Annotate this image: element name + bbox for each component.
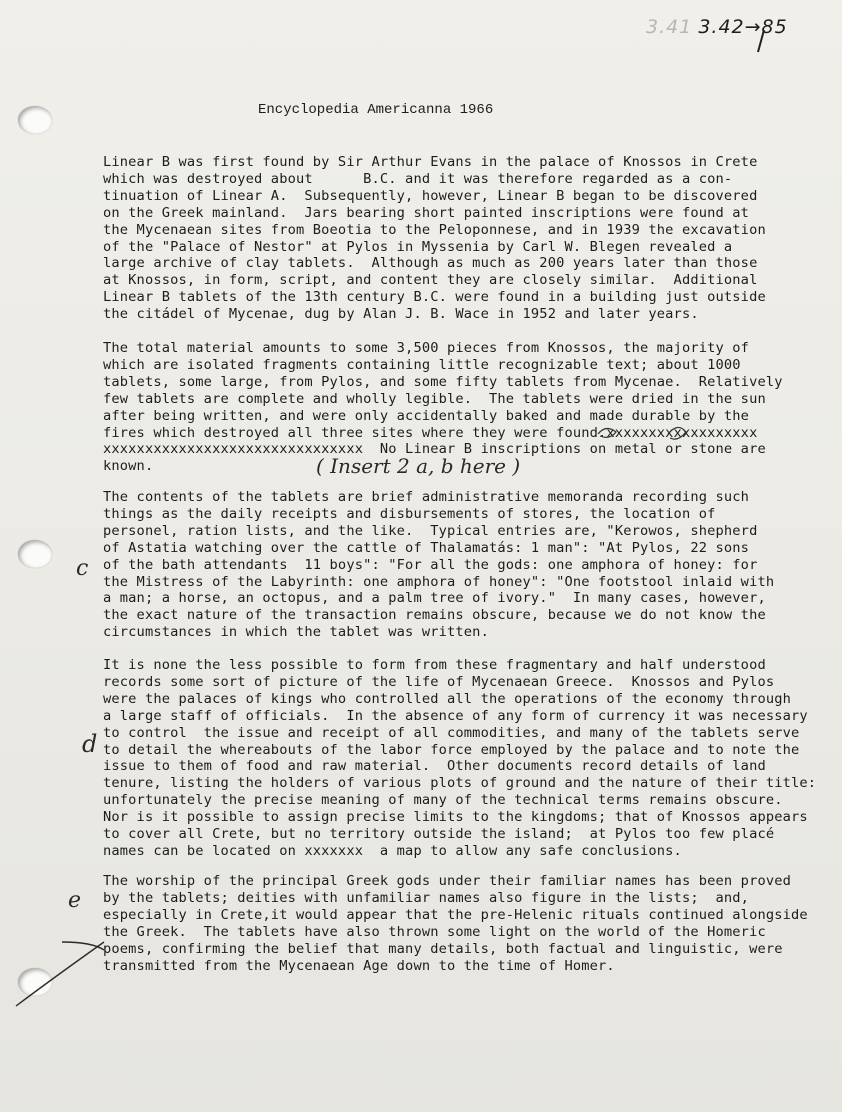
document-title: Encyclopedia Americanna 1966 <box>258 102 494 118</box>
insert-caret-mark-2 <box>668 427 686 439</box>
paragraph-worship: The worship of the principal Greek gods under their familiar names has been proved by the tablets; deities with unfamiliar names also figure in the lists; and, especially in Crete,it would appear that the pre-Helenic rituals continued alongside the Greek. The tablets have also thrown some light on the world of the Homeric poems, confirming the belief that many details, both factual and linguistic, were transmitted from the Mycenaean Age down to the time of Homer. <box>103 873 808 974</box>
handwritten-insert-note: ( Insert 2 a, b here ) <box>316 454 521 478</box>
margin-arrow-lower <box>16 942 104 1006</box>
paragraph-total-material: The total material amounts to some 3,500 pieces from Knossos, the majority of which are isolated fragments containing little recognizable text; about 1000 tablets, some large, from Pylos, and some fifty tablets from Mycenae. Relatively few tablets are complete and wholly legible. The tablets were dried in the sun after being written, and were only accidentally baked and made durable by the fires which destroyed all three sites where they were found.xxxxxxxxxxxxxxxxxx xxxxxxxxxxxxxxxxxxxxxxxxxxxxxxx No Linear B inscriptions on metal or stone are known. <box>103 340 783 475</box>
page-number-tick-mark <box>758 30 764 52</box>
margin-letter-d: d <box>82 730 98 758</box>
paragraph-linear-b-discovery: Linear B was first found by Sir Arthur Evans in the palace of Knossos in Crete which was destroyed about B.C. and it was therefore regarded as a con- tinuation of Linear A. Subsequently, however, Linear B began to be discovered on the Greek mainland. Jars bearing short painted inscriptions were found at the Mycenaean sites from Boeotia to the Peloponnese, and in 1939 the excavation of the "Palace of Nestor" at Pylos in Myssenia by Carl W. Blegen revealed a large archive of clay tablets. Although as much as 200 years later than those at Knossos, in form, script, and content they are closely similar. Additional Linear B tablets of the 13th century B.C. were found in a building just outside the citádel of Mycenae, dug by Alan J. B. Wace in 1952 and later years. <box>103 154 766 323</box>
margin-letter-e: e <box>68 888 82 913</box>
page-number-faint: 3.41 <box>646 16 693 38</box>
margin-letter-c: c <box>76 556 89 581</box>
page-number-ink: 3.42→85 <box>698 16 788 38</box>
paragraph-mycenaean-life: It is none the less possible to form from these fragmentary and half understood records some sort of picture of the life of Mycenaean Greece. Knossos and Pylos were the palaces of kings who controlled all the operations of the economy through a large staff of officials. In the absence of any form of currency it was necessary to control the issue and receipt of all commodities, and many of the tablets serve to detail the whereabouts of the labor force employed by the palace and to note the issue to them of food and raw material. Other documents record details of land tenure, listing the holders of various plots of ground and the nature of their title: unfortunately the precise meaning of many of the technical terms remains obscure. Nor is it possible to assign precise limits to the kingdoms; that of Knossos appears to cover all Crete, but no territory outside the island; at Pylos too few placé names can be located on xxxxxxx a map to allow any safe conclusions. <box>103 657 817 859</box>
insert-caret-mark-1 <box>598 428 616 437</box>
paragraph-tablet-contents: The contents of the tablets are brief administrative memoranda recording such things as the daily receipts and disbursements of stores, the location of personel, ration lists, and the like. Typical entries are, "Kerowos, shepherd of Astatia watching over the cattle of Thalamatás: 1 man": "At Pylos, 22 sons of the bath attendants 11 boys": "For all the gods: one amphora of honey: for the Mistress of the Labyrinth: one amphora of honey": "One footstool inlaid with a man; a horse, an octopus, and a palm tree of ivory." In many cases, however, the exact nature of the transaction remains obscure, because we do not know the circumstances in which the tablet was written. <box>103 489 775 641</box>
